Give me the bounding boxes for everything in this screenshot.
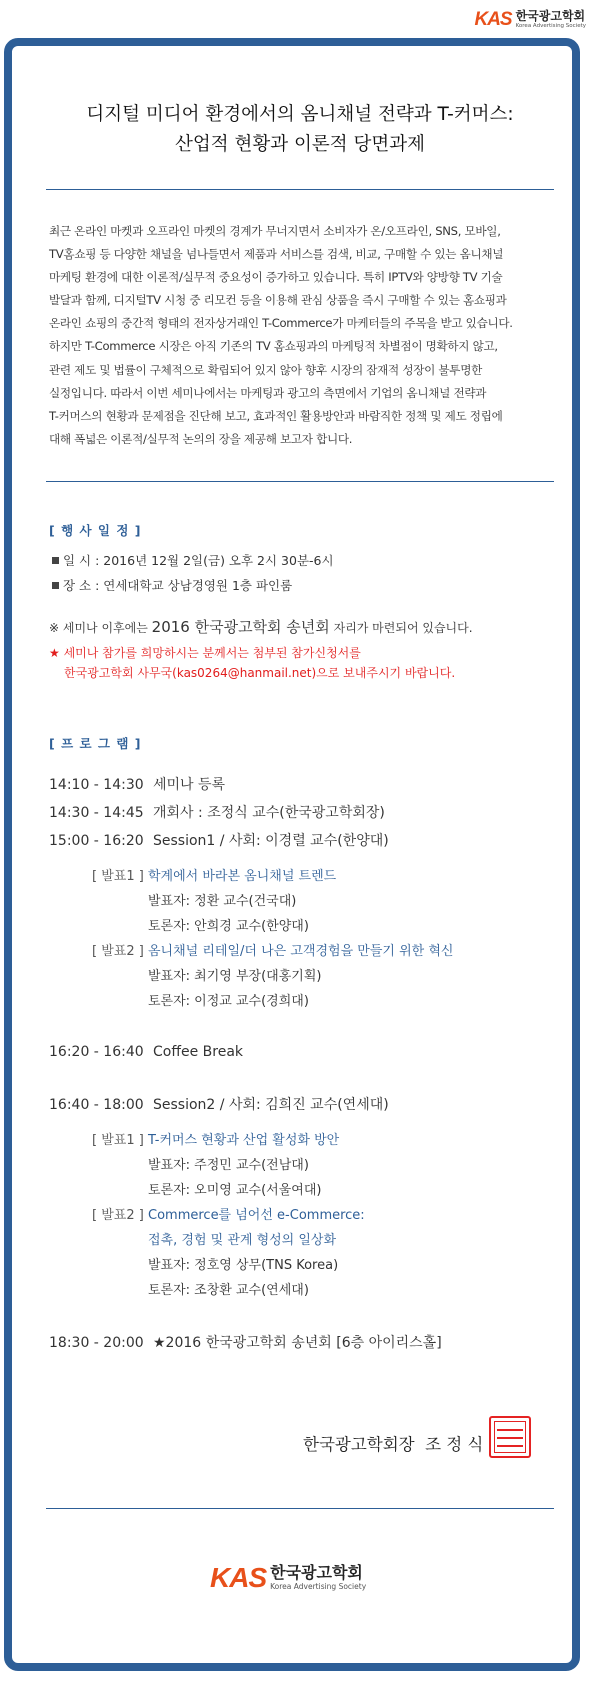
seal-mark [497, 1437, 523, 1439]
president-signature: 한국광고학회장 조 정 식 [303, 1435, 484, 1454]
talk-tag: [ 발표1 ] [92, 1133, 144, 1148]
talk-title: T-커머스 현황과 산업 활성화 방안 [148, 1133, 340, 1148]
program-row [49, 830, 389, 850]
talk-title: 학계에서 바라본 옴니채널 트렌드 [148, 869, 337, 884]
intro-line: T-커머스의 현황과 문제점을 진단해 보고, 효과적인 활용방안과 바람직한 정책 및 제도 정립에 [49, 408, 503, 423]
session2-talk2 [92, 1204, 365, 1223]
schedule-date [52, 551, 334, 569]
program-desc: 세미나 등록 [153, 777, 226, 793]
talk-discussant: 토론자: 조창환 교수(연세대) [148, 1283, 309, 1298]
after-party-note [49, 616, 473, 637]
program-time: 16:20 - 16:40 [49, 1044, 144, 1060]
program-desc: Session2 / 사회: 김희진 교수(연세대) [153, 1097, 389, 1113]
divider-middle [46, 481, 554, 482]
note-suffix: 자리가 마련되어 있습니다. [329, 621, 473, 635]
talk-title: Commerce를 넘어선 e-Commerce: [148, 1208, 365, 1223]
schedule-date-text: 일 시 : 2016년 12월 2일(금) 오후 2시 30분-6시 [63, 553, 334, 568]
program-row [49, 1044, 243, 1060]
talk-tag: [ 발표2 ] [92, 944, 144, 959]
program-desc: ★2016 한국광고학회 송년회 [6층 아이리스홀] [153, 1335, 442, 1351]
kas-logo-mark: KAS [210, 1562, 267, 1593]
talk-presenter: 발표자: 최기영 부장(대홍기획) [148, 969, 322, 984]
kas-logo-top [474, 9, 586, 31]
program-time: 15:00 - 16:20 [49, 833, 144, 849]
program-time: 14:30 - 14:45 [49, 805, 144, 821]
intro-line: 마케팅 환경에 대한 이론적/실무적 중요성이 증가하고 있습니다. 특히 IPTV와 양방향 TV 기술 [49, 270, 503, 285]
program-desc: Coffee Break [153, 1044, 244, 1060]
kas-logo-wordmark [270, 1565, 366, 1591]
program-desc: 개회사 : 조정식 교수(한국광고학회장) [153, 805, 385, 821]
program-row [49, 802, 385, 822]
divider-top [46, 189, 554, 190]
schedule-place [52, 576, 292, 594]
registration-notice-line1: ★ 세미나 참가를 희망하시는 분께서는 첨부된 참가신청서를 [49, 646, 361, 660]
talk-discussant: 토론자: 오미영 교수(서울여대) [148, 1183, 322, 1198]
session2-talk1 [92, 1129, 339, 1148]
square-bullet-icon [52, 557, 59, 564]
program-time: 18:30 - 20:00 [49, 1335, 144, 1351]
intro-line: 온라인 쇼핑의 중간적 형태의 전자상거래인 T-Commerce가 마케터들의 주목을 받고 있습니다. [49, 316, 513, 331]
kas-logo-mark: KAS [474, 9, 512, 30]
registration-notice-line2: 한국광고학회 사무국(kas0264@hanmail.net)으로 보내주시기 바랍니다. [64, 666, 456, 680]
program-time: 16:40 - 18:00 [49, 1097, 144, 1113]
intro-line: 하지만 T-Commerce 시장은 아직 기존의 TV 홈쇼핑과의 마케팅적 차별점이 명확하지 않고, [49, 339, 498, 354]
page-title-line2: 산업적 현황과 이론적 당면과제 [175, 134, 425, 155]
logo-english-name: Korea Advertising Society [270, 1582, 367, 1592]
logo-english-name: Korea Advertising Society [515, 23, 586, 30]
intro-line: 최근 온라인 마켓과 오프라인 마켓의 경계가 무너지면서 소비자가 온/오프라인, SNS, 모바일, [49, 224, 501, 238]
schedule-place-text: 장 소 : 연세대학교 상남경영원 1층 파인룸 [63, 578, 293, 593]
seal-mark [497, 1429, 523, 1431]
session1-talk2 [92, 940, 453, 959]
talk-tag: [ 발표1 ] [92, 869, 144, 884]
program-row [49, 1332, 442, 1352]
kas-logo-wordmark [516, 10, 586, 30]
intro-line: 실정입니다. 따라서 이번 세미나에서는 마케팅과 광고의 측면에서 기업의 옴니채널 전략과 [49, 385, 487, 400]
square-bullet-icon [52, 582, 59, 589]
program-time: 14:10 - 14:30 [49, 777, 144, 793]
talk-discussant: 토론자: 이정교 교수(경희대) [148, 994, 309, 1009]
intro-line: 대해 폭넓은 이론적/실무적 논의의 장을 제공해 보고자 합니다. [49, 431, 353, 446]
seal-mark [497, 1445, 523, 1447]
logo-korean-name: 한국광고학회 [515, 9, 586, 24]
talk-discussant: 토론자: 안희경 교수(한양대) [148, 919, 309, 934]
intro-line: 발달과 함께, 디지털TV 시청 중 리모컨 등을 이용해 관심 상품을 즉시 구매할 수 있는 홈쇼핑과 [49, 293, 507, 308]
talk-presenter: 발표자: 정환 교수(건국대) [148, 894, 297, 909]
schedule-heading: [ 행 사 일 정 ] [49, 523, 142, 538]
intro-paragraph [49, 220, 554, 451]
talk-presenter: 발표자: 주정민 교수(전남대) [148, 1158, 309, 1173]
note-prefix: ※ 세미나 이후에는 [49, 621, 152, 635]
talk-title: 옴니채널 리테일/더 나은 고객경험을 만들기 위한 혁신 [148, 944, 454, 959]
program-heading: [ 프 로 그 램 ] [49, 736, 142, 751]
talk-presenter: 발표자: 정호영 상무(TNS Korea) [148, 1258, 339, 1273]
program-row [49, 1094, 389, 1114]
kas-logo-bottom [210, 1562, 366, 1594]
red-seal-stamp [489, 1416, 531, 1458]
intro-line: TV홈쇼핑 등 다양한 채널을 넘나들면서 제품과 서비스를 검색, 비교, 구매할 수 있는 옴니채널 [49, 247, 504, 262]
top-header [0, 0, 600, 38]
intro-line: 관련 제도 및 법률이 구체적으로 확립되어 있지 않아 향후 시장의 잠재적 성장이 불투명한 [49, 362, 483, 377]
page-title-line1: 디지털 미디어 환경에서의 옴니채널 전략과 T-커머스: [86, 104, 514, 125]
divider-bottom [46, 1508, 554, 1509]
session1-talk1 [92, 865, 336, 884]
talk-title-continued: 접촉, 경험 및 관계 형성의 일상화 [148, 1233, 337, 1248]
logo-korean-name: 한국광고학회 [270, 1563, 363, 1583]
program-desc: Session1 / 사회: 이경렬 교수(한양대) [153, 833, 389, 849]
note-highlight: 2016 한국광고학회 송년회 [151, 618, 330, 636]
talk-tag: [ 발표2 ] [92, 1208, 144, 1223]
program-row [49, 774, 225, 794]
